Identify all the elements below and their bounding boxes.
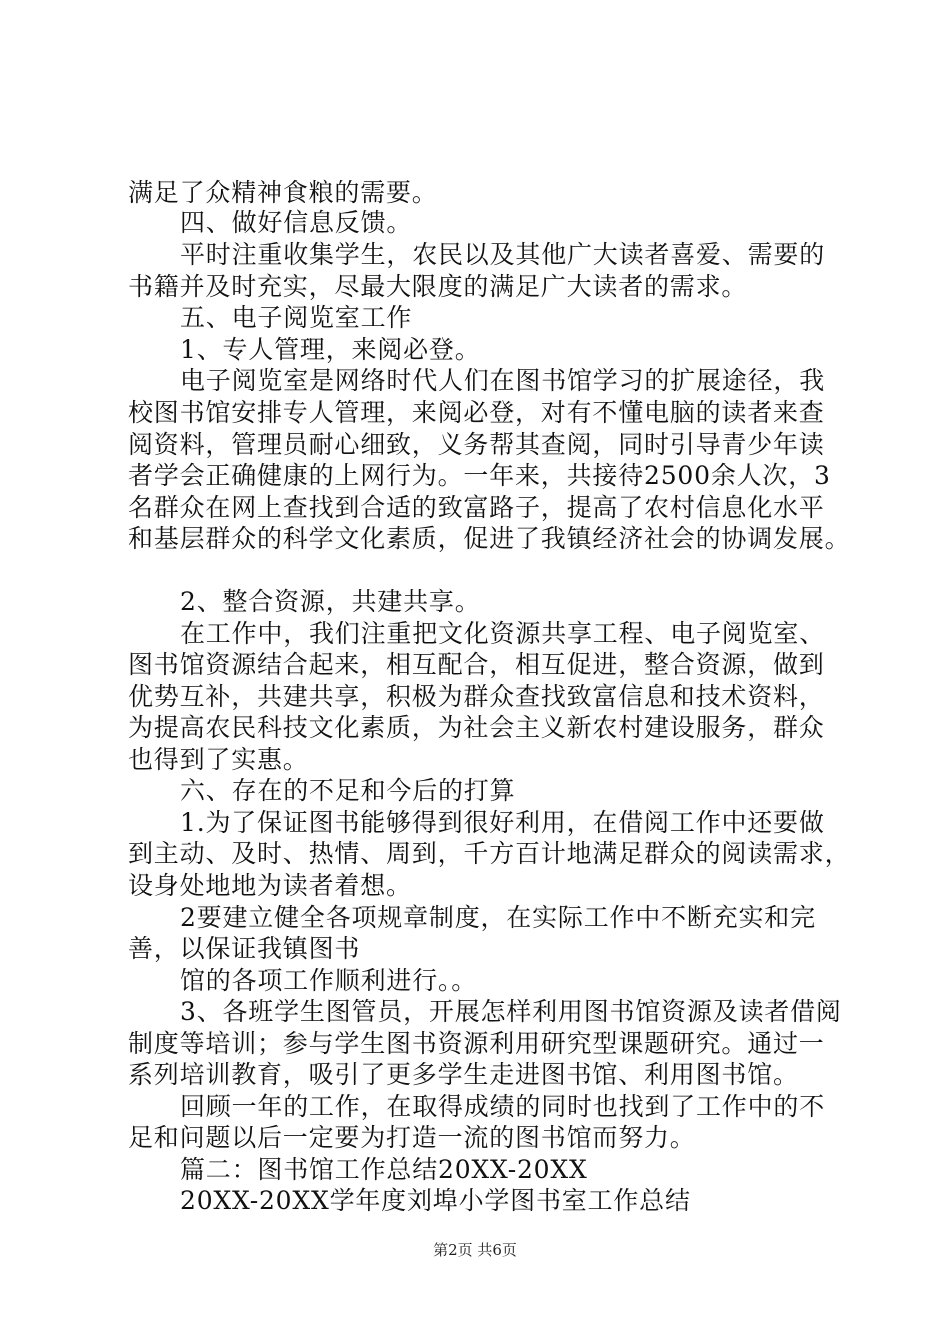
text-line: 校图书馆安排专人管理，来阅必登，对有不懂电脑的读者来查 <box>128 398 825 427</box>
text-line: 为提高农民科技文化素质，为社会主义新农村建设服务，群众 <box>128 713 825 742</box>
text-line: 书籍并及时充实，尽最大限度的满足广大读者的需求。 <box>128 272 748 301</box>
page-number-footer: 第2页 共6页 <box>433 1241 517 1259</box>
text-line: 阅资料，管理员耐心细致，义务帮其查阅，同时引导青少年读 <box>128 430 825 459</box>
text-line: 和基层群众的科学文化素质，促进了我镇经济社会的协调发展。 <box>128 524 851 553</box>
text-line: 平时注重收集学生，农民以及其他广大读者喜爱、需要的 <box>180 240 826 269</box>
text-line: 系列培训教育，吸引了更多学生走进图书馆、利用图书馆。 <box>128 1060 799 1089</box>
subsection-heading: 1、专人管理，来阅必登。 <box>180 335 481 364</box>
text-line: 馆的各项工作顺利进行。。 <box>180 966 478 995</box>
text-line: 满足了众精神食粮的需要。 <box>128 178 438 207</box>
text-line: 也得到了实惠。 <box>128 745 309 774</box>
text-line: 制度等培训；参与学生图书资源利用研究型课题研究。通过一 <box>128 1029 825 1058</box>
text-line: 者学会正确健康的上网行为。一年来，共接待2500余人次，3 <box>128 461 831 490</box>
chapter-heading: 篇二：图书馆工作总结20XX-20XX <box>180 1155 588 1184</box>
text-line: 1.为了保证图书能够得到很好利用，在借阅工作中还要做 <box>180 808 825 837</box>
text-line: 优势互补，共建共享，积极为群众查找致富信息和技术资料， <box>128 682 825 711</box>
text-line: 设身处地地为读者着想。 <box>128 871 412 900</box>
section-heading: 五、电子阅览室工作 <box>180 303 413 332</box>
text-line: 名群众在网上查找到合适的致富路子，提高了农村信息化水平 <box>128 493 825 522</box>
text-line: 图书馆资源结合起来，相互配合，相互促进，整合资源，做到 <box>128 650 825 679</box>
section-heading: 四、做好信息反馈。 <box>180 208 413 237</box>
text-line: 2要建立健全各项规章制度，在实际工作中不断充实和完 <box>180 903 816 932</box>
text-line: 在工作中，我们注重把文化资源共享工程、电子阅览室、 <box>180 619 826 648</box>
subsection-heading: 2、整合资源，共建共享。 <box>180 587 481 616</box>
text-line: 到主动、及时、热情、周到，千方百计地满足群众的阅读需求， <box>128 839 851 868</box>
section-heading: 六、存在的不足和今后的打算 <box>180 776 516 805</box>
text-line: 回顾一年的工作，在取得成绩的同时也找到了工作中的不 <box>180 1092 826 1121</box>
document-title: 20XX-20XX学年度刘埠小学图书室工作总结 <box>180 1186 691 1215</box>
text-line: 足和问题以后一定要为打造一流的图书馆而努力。 <box>128 1123 696 1152</box>
text-line: 3、各班学生图管员，开展怎样利用图书馆资源及读者借阅 <box>180 997 842 1026</box>
text-line: 善，以保证我镇图书 <box>128 934 361 963</box>
text-line: 电子阅览室是网络时代人们在图书馆学习的扩展途径，我 <box>180 366 826 395</box>
